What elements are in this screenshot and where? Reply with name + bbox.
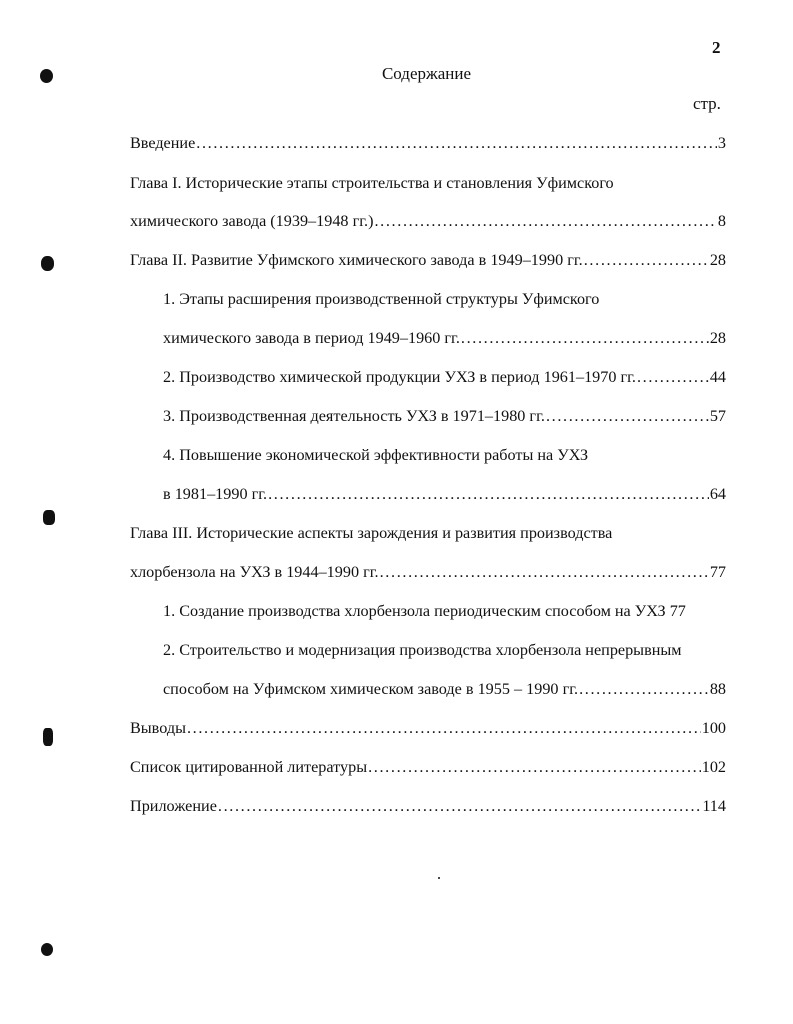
toc-entry-text: Глава II. Развитие Уфимского химического завода в 1949–1990 гг. [130,251,583,269]
toc-entry-text: химического завода в период 1949–1960 гг. [163,329,460,347]
toc-entry-text: Приложение [130,797,217,815]
toc-entry-text: 3. Производственная деятельность УХЗ в 1971–1980 гг. [163,407,545,425]
toc-entry-text: 1. Этапы расширения производственной структуры Уфимского [163,290,600,308]
leader-dots [579,679,709,699]
toc-entry-page: 88 [709,680,726,698]
toc-entry-text: Глава III. Исторические аспекты зарождения и развития производства [130,524,613,542]
toc-entry-page: 114 [702,797,726,815]
toc-entry-chapter-3[interactable] [130,562,726,582]
toc-title: Содержание [381,64,472,83]
leader-dots [368,757,701,777]
leader-dots [196,133,717,153]
toc-entry-text: Введение [130,134,196,152]
toc-entry-page: 28 [709,329,726,347]
leader-dots [380,562,709,582]
toc-entry-text: Список цитированной литературы [130,758,368,776]
page-column-label: стр. [693,94,721,113]
toc-entry-text: химического завода (1939–1948 гг.) [130,212,374,230]
toc-entry-section-2-4[interactable] [163,484,726,504]
toc-entry-text: в 1981–1990 гг. [163,485,268,503]
punch-hole-mark [43,728,53,746]
toc-entry-page: 64 [709,485,726,503]
leader-dots [584,250,709,270]
punch-hole-mark [41,943,53,956]
punch-hole-mark [41,256,54,271]
toc-entry-page: 57 [709,407,726,425]
toc-entry-chapter-1[interactable] [130,211,726,231]
toc-entry-text: 2. Производство химической продукции УХЗ в период 1961–1970 гг. [163,368,636,386]
punch-hole-mark [40,69,53,83]
toc-entry-section-3-1[interactable]: 1. Создание производства хлорбензола периодическим способом на УХЗ 77 [163,602,686,620]
scan-speck [438,877,440,879]
leader-dots [461,328,709,348]
toc-entry-text: Глава I. Исторические этапы строительства и становления Уфимского [130,174,614,192]
toc-entry-section-2-3[interactable] [163,406,726,426]
leader-dots [637,367,709,387]
toc-entry-references[interactable] [130,757,726,777]
toc-entry-page: 102 [701,758,726,776]
toc-entry-text: способом на Уфимском химическом заводе в 1955 – 1990 гг. [163,680,579,698]
toc-entry-text: хлорбензола на УХЗ в 1944–1990 гг. [130,563,379,581]
toc-entry-page: 8 [717,212,726,230]
toc-entry-introduction[interactable] [130,133,726,153]
toc-entry-appendix[interactable] [130,796,726,816]
leader-dots [546,406,709,426]
toc-entry-text: Выводы [130,719,186,737]
toc-entry-text: 4. Повышение экономической эффективности работы на УХЗ [163,446,589,464]
toc-entry-section-3-2[interactable] [163,679,726,699]
toc-entry-text: 2. Строительство и модернизация производства хлорбензола непрерывным [163,641,682,659]
toc-entry-page: 28 [709,251,726,269]
page-number: 2 [712,38,721,57]
toc-entry-page: 44 [709,368,726,386]
toc-entry-section-2-2[interactable] [163,367,726,387]
leader-dots [268,484,709,504]
toc-entry-chapter-2[interactable] [130,250,726,270]
toc-entry-section-2-1[interactable] [163,328,726,348]
toc-entry-conclusions[interactable] [130,718,726,738]
toc-entry-page: 77 [709,563,726,581]
leader-dots [187,718,701,738]
leader-dots [218,796,701,816]
punch-hole-mark [43,510,55,525]
toc-entry-page: 3 [717,134,726,152]
toc-entry-page: 100 [701,719,726,737]
leader-dots [374,211,716,231]
